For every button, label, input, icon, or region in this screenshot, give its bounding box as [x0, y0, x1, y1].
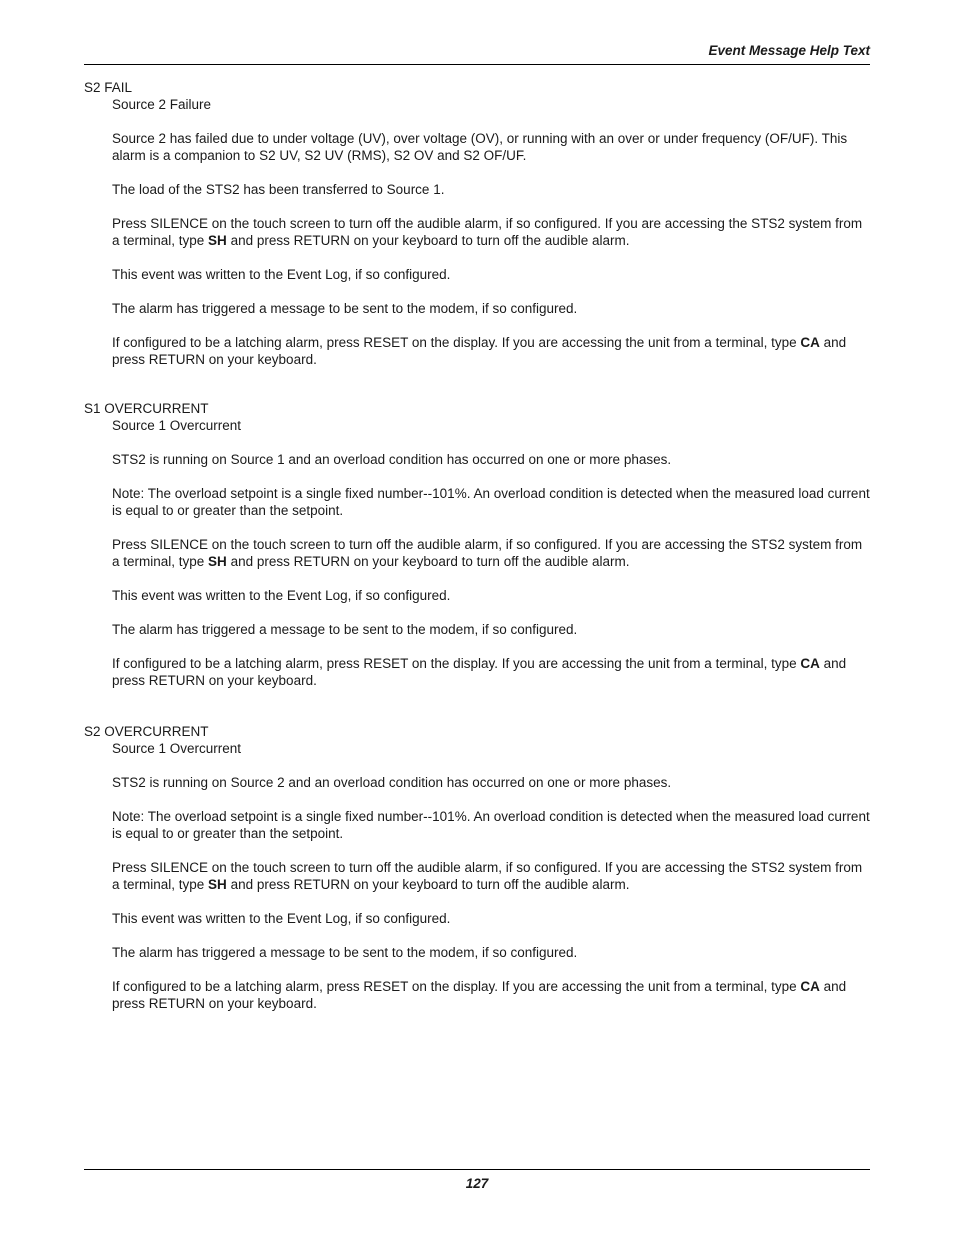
command-keyword: CA [800, 335, 820, 350]
paragraph-text: Source 2 has failed due to under voltage (UV), over voltage (OV), or running with an over or under frequency (OF/UF). This alarm is a companion to S2 UV, S2 UV (RMS), S2 OV and S2 OF/UF. [112, 131, 848, 163]
paragraph-text: The alarm has triggered a message to be sent to the modem, if so configured. [112, 622, 578, 637]
paragraph-text: Note: The overload setpoint is a single fixed number--101%. An overload condition is detected when the measured load current is equal to or greater than the setpoint. [112, 486, 870, 518]
event-paragraph [112, 485, 872, 519]
command-keyword: SH [208, 233, 227, 248]
event-section-s1-overcurrent [84, 400, 874, 689]
paragraph-text: The load of the STS2 has been transferred to Source 1. [112, 182, 445, 197]
command-keyword: SH [208, 554, 227, 569]
footer-rule [84, 1169, 870, 1170]
event-paragraph [112, 910, 872, 927]
event-paragraph [112, 215, 872, 249]
paragraph-text: The alarm has triggered a message to be sent to the modem, if so configured. [112, 301, 578, 316]
paragraph-text: and press RETURN on your keyboard. [112, 656, 847, 688]
paragraph-text: STS2 is running on Source 2 and an overload condition has occurred on one or more phases. [112, 775, 672, 790]
event-code: S2 FAIL [84, 80, 133, 95]
event-paragraph [112, 300, 872, 317]
event-paragraph [112, 536, 872, 570]
paragraph-text: and press RETURN on your keyboard to turn off the audible alarm. [226, 233, 630, 248]
event-paragraph [112, 774, 872, 791]
paragraph-text: and press RETURN on your keyboard to turn off the audible alarm. [226, 877, 630, 892]
command-keyword: SH [208, 877, 227, 892]
event-paragraph [112, 334, 872, 368]
event-paragraph [112, 587, 872, 604]
paragraph-text: This event was written to the Event Log, if so configured. [112, 911, 451, 926]
paragraph-text: This event was written to the Event Log, if so configured. [112, 267, 451, 282]
event-body [84, 130, 874, 368]
paragraph-text: STS2 is running on Source 1 and an overload condition has occurred on one or more phases. [112, 452, 672, 467]
command-keyword: CA [800, 656, 820, 671]
paragraph-text: If configured to be a latching alarm, press RESET on the display. If you are accessing the unit from a terminal, type [112, 335, 801, 350]
paragraph-text: and press RETURN on your keyboard. [112, 979, 847, 1011]
event-description: Source 1 Overcurrent [112, 418, 242, 433]
event-section-s2-overcurrent [84, 723, 874, 1012]
event-paragraph [112, 266, 872, 283]
paragraph-text: Press SILENCE on the touch screen to turn off the audible alarm, if so configured. If you are accessing the STS2 system from a terminal, type [112, 216, 863, 248]
event-paragraph [112, 655, 872, 689]
paragraph-text: This event was written to the Event Log, if so configured. [112, 588, 451, 603]
event-paragraph [112, 181, 872, 198]
event-paragraph [112, 978, 872, 1012]
event-paragraph [112, 859, 872, 893]
paragraph-text: Press SILENCE on the touch screen to turn off the audible alarm, if so configured. If you are accessing the STS2 system from a terminal, type [112, 537, 863, 569]
header-rule [84, 64, 870, 65]
page-number: 127 [465, 1176, 489, 1191]
paragraph-text: and press RETURN on your keyboard. [112, 335, 847, 367]
event-paragraph [112, 808, 872, 842]
event-body [84, 451, 874, 689]
event-code: S2 OVERCURRENT [84, 724, 209, 739]
event-body [84, 774, 874, 1012]
paragraph-text: and press RETURN on your keyboard to turn off the audible alarm. [226, 554, 630, 569]
event-paragraph [112, 130, 872, 164]
paragraph-text: Press SILENCE on the touch screen to turn off the audible alarm, if so configured. If you are accessing the STS2 system from a terminal, type [112, 860, 863, 892]
event-description: Source 1 Overcurrent [112, 741, 242, 756]
event-paragraph [112, 621, 872, 638]
command-keyword: CA [800, 979, 820, 994]
event-description: Source 2 Failure [112, 97, 212, 112]
paragraph-text: If configured to be a latching alarm, press RESET on the display. If you are accessing the unit from a terminal, type [112, 656, 801, 671]
page-header-title: Event Message Help Text [708, 43, 870, 58]
event-paragraph [112, 451, 872, 468]
paragraph-text: Note: The overload setpoint is a single fixed number--101%. An overload condition is detected when the measured load current is equal to or greater than the setpoint. [112, 809, 870, 841]
paragraph-text: If configured to be a latching alarm, press RESET on the display. If you are accessing the unit from a terminal, type [112, 979, 801, 994]
event-section-s2-fail [84, 79, 874, 368]
event-paragraph [112, 944, 872, 961]
event-code: S1 OVERCURRENT [84, 401, 209, 416]
paragraph-text: The alarm has triggered a message to be sent to the modem, if so configured. [112, 945, 578, 960]
